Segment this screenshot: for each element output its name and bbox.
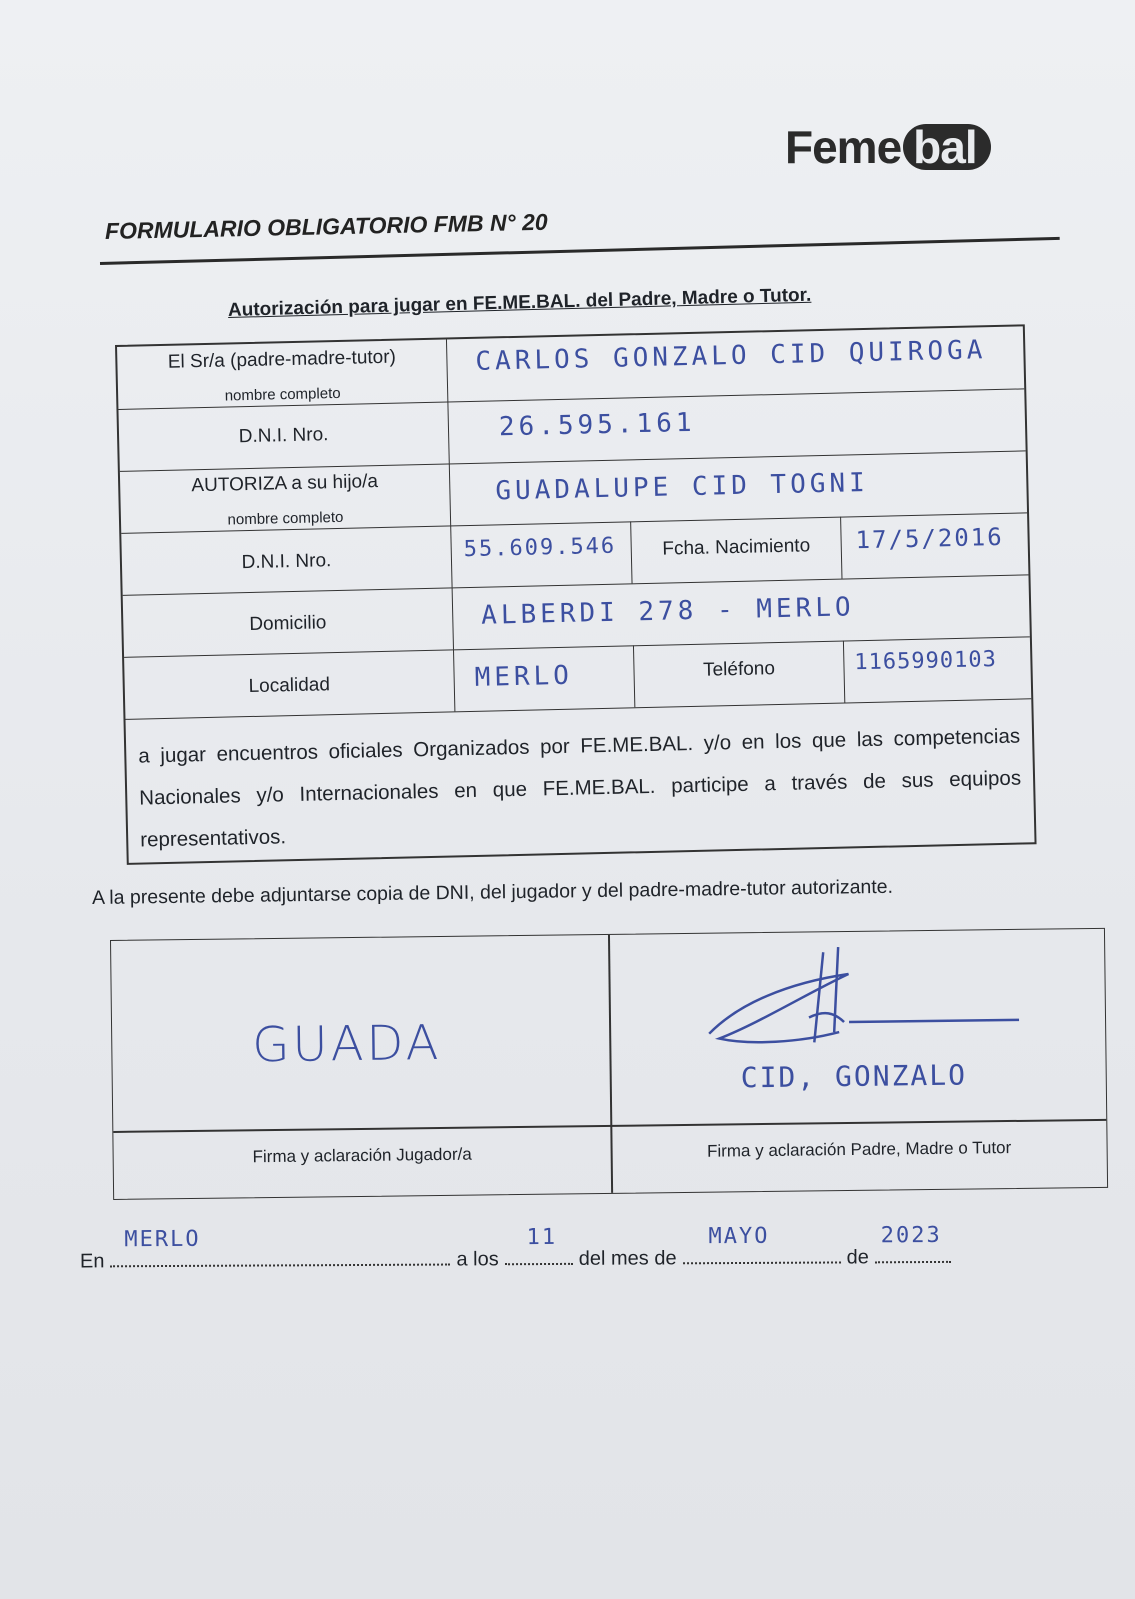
year-value: 2023 xyxy=(880,1222,942,1249)
phone-cell xyxy=(844,636,1031,702)
place-value: MERLO xyxy=(124,1226,201,1253)
child-dni: 55.609.546 xyxy=(463,533,617,563)
child-sublabel: nombre completo xyxy=(227,508,344,529)
birth-date: 17/5/2016 xyxy=(855,522,1004,555)
month-field xyxy=(682,1223,840,1264)
date-en-label: En xyxy=(79,1250,105,1273)
locality-cell xyxy=(454,645,635,711)
child-dni-label-cell xyxy=(121,525,452,594)
month-value: MAYO xyxy=(708,1223,770,1250)
tutor-sublabel: nombre completo xyxy=(224,384,341,405)
birth-date-cell xyxy=(841,512,1028,578)
phone-label-cell xyxy=(634,641,845,708)
authorization-table xyxy=(115,324,1037,865)
tutor-name: CARLOS GONZALO CID QUIROGA xyxy=(475,335,987,377)
child-label: AUTORIZA a su hijo/a xyxy=(191,471,379,497)
femebal-logo xyxy=(785,120,991,174)
place-field xyxy=(110,1226,450,1268)
tutor-label: El Sr/a (padre-madre-tutor) xyxy=(167,346,397,373)
attachment-note: A la presente debe adjuntarse copia de DNI, del jugador y del padre-madre-tutor autorizante. xyxy=(91,875,894,909)
form-title: FORMULARIO OBLIGATORIO FMB N° 20 xyxy=(104,208,548,244)
authorization-paragraph: a jugar encuentros oficiales Organizados por FE.ME.BAL. y/o en los que las competencias Nacionales y/o Internacionales en que FE.ME.BAL. participe a través de sus equipos representativos. xyxy=(138,724,1022,852)
year-field xyxy=(875,1222,951,1263)
logo-highlight: bal xyxy=(903,124,990,170)
logo-prefix: Feme xyxy=(785,121,902,173)
phone: 1165990103 xyxy=(854,647,998,676)
section-heading: Autorización para jugar en FE.ME.BAL. del Padre, Madre o Tutor. xyxy=(227,284,812,321)
address-label: Domicilio xyxy=(249,612,327,636)
date-de-label: de xyxy=(846,1246,869,1269)
date-del-mes-de-label: del mes de xyxy=(578,1247,677,1270)
address: ALBERDI 278 - MERLO xyxy=(480,592,855,631)
child-name: GUADALUPE CID TOGNI xyxy=(495,467,870,507)
day-field xyxy=(505,1224,573,1265)
locality-label-cell xyxy=(124,649,455,718)
birth-label-cell xyxy=(631,517,842,584)
date-line xyxy=(79,1222,1020,1274)
child-dni-label: D.N.I. Nro. xyxy=(241,550,332,574)
player-signature-label: Firma y aclaración Jugador/a xyxy=(252,1144,472,1167)
address-label-cell xyxy=(123,587,454,656)
child-label-cell xyxy=(120,463,451,532)
player-signature: GUADA xyxy=(251,1014,442,1074)
signature-table xyxy=(110,928,1108,1200)
date-a-los-label: a los xyxy=(456,1248,499,1271)
tutor-label-cell xyxy=(117,339,448,408)
tutor-dni: 26.595.161 xyxy=(498,407,696,443)
tutor-dni-label-cell xyxy=(118,401,449,470)
tutor-dni-label: D.N.I. Nro. xyxy=(238,424,329,448)
parent-signature-graphic xyxy=(608,929,1107,1125)
parent-clarification: CID, GONZALO xyxy=(740,1058,968,1095)
day-value: 11 xyxy=(526,1224,558,1251)
birth-label: Fcha. Nacimiento xyxy=(662,535,811,560)
parent-signature-label: Firma y aclaración Padre, Madre o Tutor xyxy=(706,1138,1012,1161)
locality-label: Localidad xyxy=(248,674,331,698)
child-dni-cell xyxy=(451,521,632,587)
phone-label: Teléfono xyxy=(702,658,776,681)
locality: MERLO xyxy=(474,660,574,693)
